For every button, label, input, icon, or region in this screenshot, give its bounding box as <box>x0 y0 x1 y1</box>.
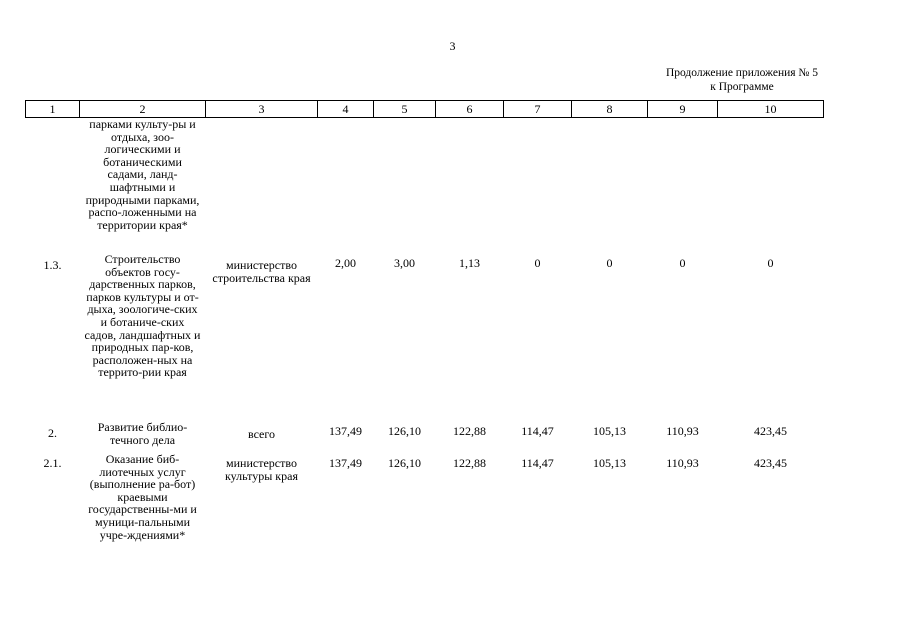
column-header: 10 <box>718 101 824 118</box>
row-number <box>26 118 80 254</box>
row-value-5 <box>374 118 436 254</box>
row-executor <box>206 118 318 254</box>
row-executor: министерство культуры края <box>225 456 298 483</box>
table-row <box>26 253 824 421</box>
row-executor: министерство строительства края <box>212 258 311 285</box>
continuation-line-2: к Программе <box>710 81 774 93</box>
row-name: Развитие библио-течного дела <box>97 420 188 447</box>
row-value-4: 2,00 <box>335 256 356 270</box>
row-value-7: 114,47 <box>521 424 554 438</box>
page-number: 3 <box>449 39 456 53</box>
row-executor: всего <box>247 427 276 441</box>
row-value-5: 3,00 <box>394 256 415 270</box>
column-header: 6 <box>436 101 504 118</box>
row-value-8: 105,13 <box>593 424 626 438</box>
row-value-6: 122,88 <box>453 456 486 470</box>
row-value-8 <box>572 118 648 254</box>
row-number: 1.3. <box>43 258 62 272</box>
column-header: 7 <box>504 101 572 118</box>
row-value-7: 114,47 <box>521 456 554 470</box>
row-value-10: 423,45 <box>754 424 787 438</box>
column-header: 9 <box>648 101 718 118</box>
row-value-4 <box>318 118 374 254</box>
row-value-10 <box>718 118 824 254</box>
row-value-9: 110,93 <box>666 424 699 438</box>
program-table <box>25 100 824 563</box>
row-name: Оказание биб-лиотечных услуг (выполнение ра-бот) краевыми государственны-ми и муници-пальными учре-ждениями* <box>88 452 197 542</box>
row-value-6: 1,13 <box>459 256 480 270</box>
row-value-6: 122,88 <box>453 424 486 438</box>
row-number: 2.1. <box>43 456 62 470</box>
row-value-9 <box>648 118 718 254</box>
row-name: парками культу-ры и отдыха, зоо-логическими и ботаническими садами, ланд-шафтными и природными парками, распо-ложенными на территории края* <box>85 117 200 232</box>
row-value-8: 105,13 <box>593 456 626 470</box>
row-value-8: 0 <box>606 256 613 270</box>
appendix-continuation-note <box>640 66 844 94</box>
row-value-5: 126,10 <box>388 424 421 438</box>
table-row <box>26 118 824 254</box>
continuation-line-1: Продолжение приложения № 5 <box>665 67 819 79</box>
row-value-10: 0 <box>767 256 774 270</box>
row-value-6 <box>436 118 504 254</box>
column-header: 5 <box>374 101 436 118</box>
column-header: 2 <box>80 101 206 118</box>
row-value-5: 126,10 <box>388 456 421 470</box>
column-header: 8 <box>572 101 648 118</box>
row-value-9: 110,93 <box>666 456 699 470</box>
row-name: Строительство объектов госу-дарственных парков, парков культуры и от-дыха, зоологиче-ских и ботаниче-ских садов, ландшафтных и природных пар-ков, расположен-ных на террито-рии края <box>84 252 201 380</box>
row-value-9: 0 <box>679 256 686 270</box>
row-number: 2. <box>48 426 57 440</box>
column-header: 3 <box>206 101 318 118</box>
table-header-row <box>26 101 824 118</box>
row-value-7: 0 <box>534 256 541 270</box>
column-header: 1 <box>26 101 80 118</box>
row-value-7 <box>504 118 572 254</box>
table-row <box>26 421 824 453</box>
row-value-10: 423,45 <box>754 456 787 470</box>
row-value-4: 137,49 <box>329 456 362 470</box>
table-row <box>26 453 824 563</box>
column-header: 4 <box>318 101 374 118</box>
row-value-4: 137,49 <box>329 424 362 438</box>
